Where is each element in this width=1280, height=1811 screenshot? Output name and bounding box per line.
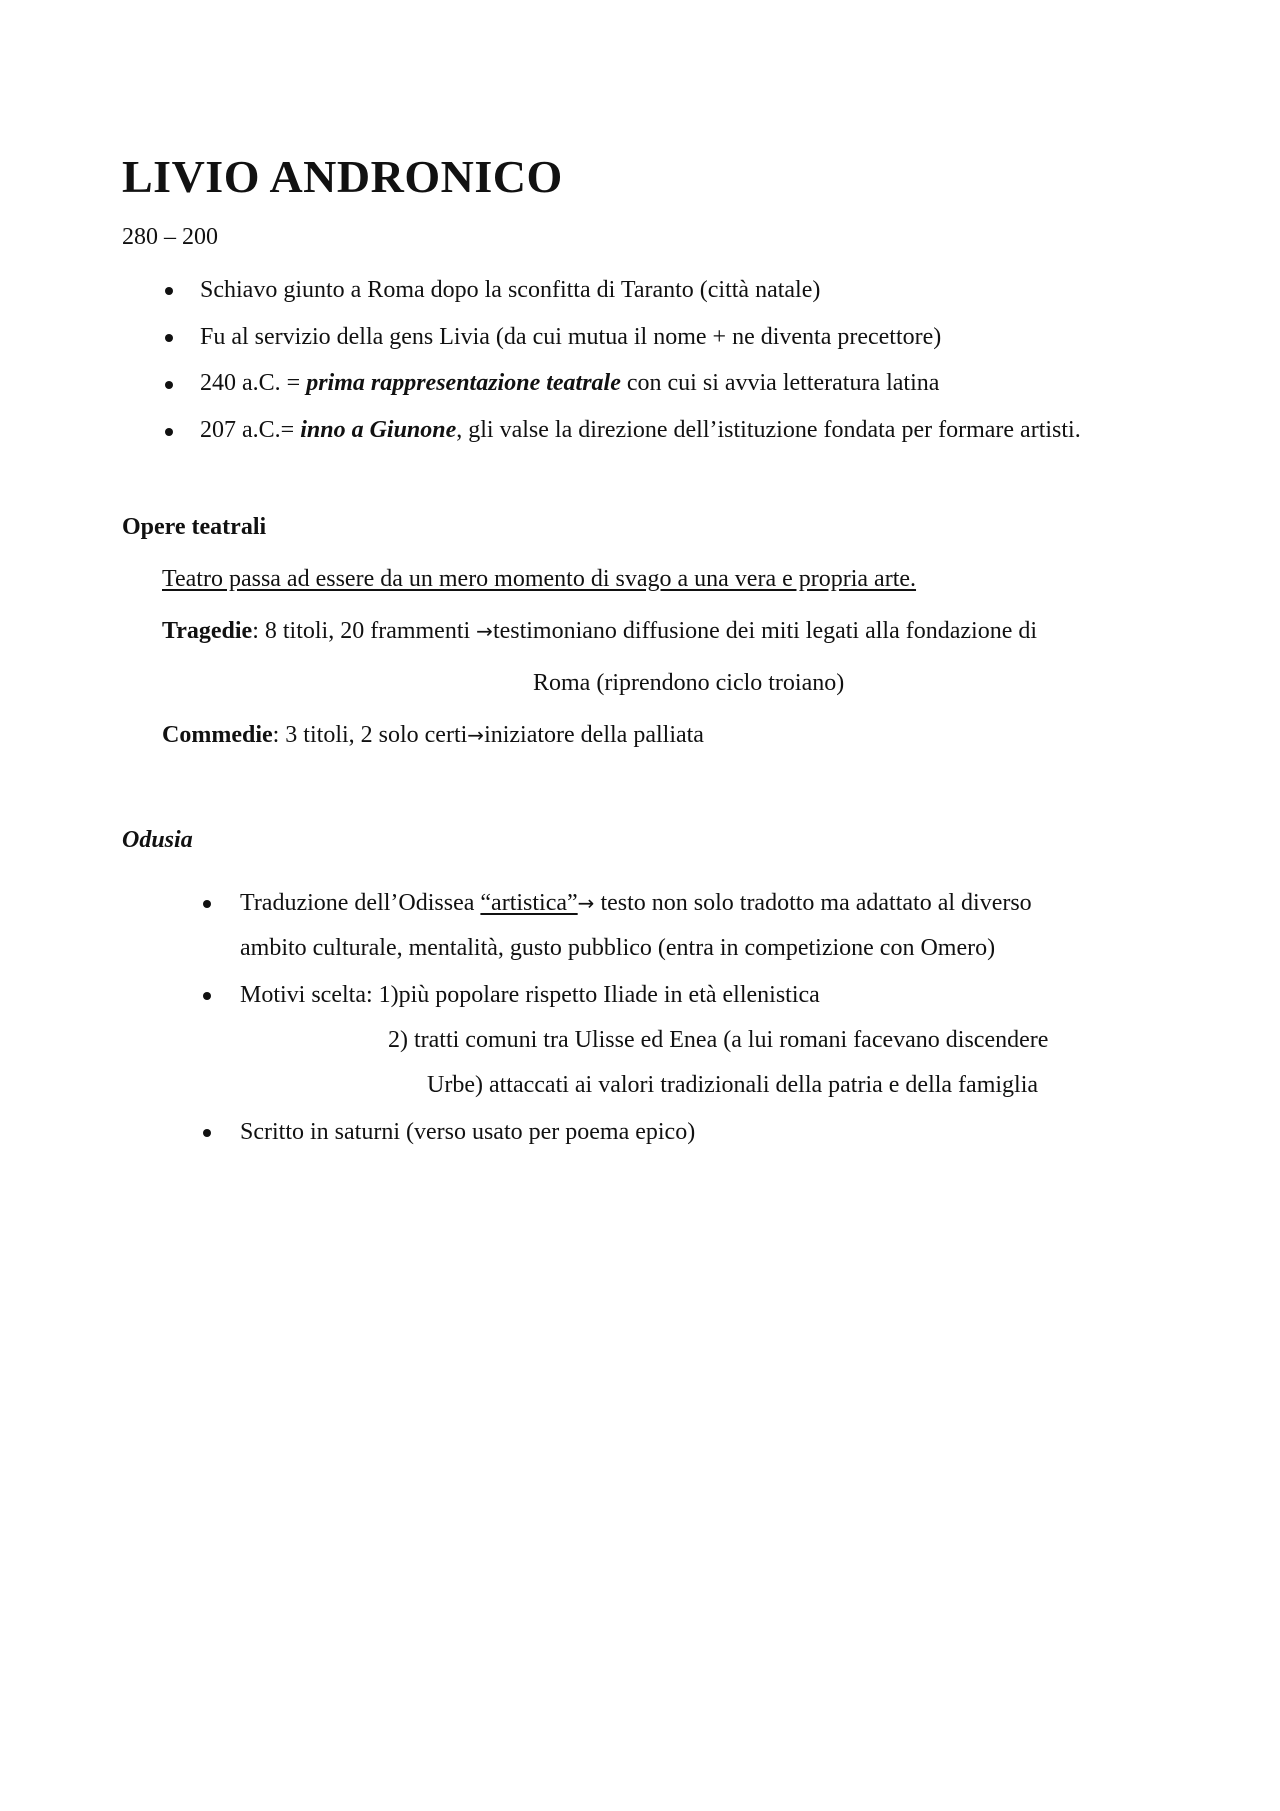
page-title: LIVIO ANDRONICO bbox=[122, 151, 563, 202]
commedie-label: Commedie bbox=[162, 722, 273, 748]
arrow-right-icon: → bbox=[577, 891, 595, 915]
tragedie-continuation: Roma (riprendono ciclo troiano) bbox=[533, 670, 845, 696]
bullet-icon bbox=[165, 287, 173, 295]
commedie-line bbox=[162, 720, 704, 750]
odusia-bullet-2-line-1: Motivi scelta: 1)più popolare rispetto Iliade in età ellenistica bbox=[240, 982, 820, 1008]
intro-bullet-4-suffix: , gli valse la direzione dell’istituzione fondata per formare artisti. bbox=[456, 417, 1081, 443]
tragedie-label: Tragedie bbox=[162, 618, 253, 644]
intro-bullet-3 bbox=[200, 368, 939, 398]
bullet-icon bbox=[165, 428, 173, 436]
odusia-bullet-1-underlined: “artistica” bbox=[480, 890, 578, 916]
section-heading-odusia: Odusia bbox=[122, 827, 193, 853]
bullet-icon bbox=[203, 992, 211, 1000]
intro-bullet-3-emphasis: prima rappresentazione teatrale bbox=[306, 370, 621, 396]
tragedie-text: : 8 titoli, 20 frammenti bbox=[252, 618, 477, 644]
odusia-bullet-2-line-2: 2) tratti comuni tra Ulisse ed Enea (a lui romani facevano discendere bbox=[388, 1027, 1049, 1053]
intro-bullet-4 bbox=[200, 415, 1081, 445]
tragedie-line bbox=[162, 616, 1037, 646]
intro-bullet-1: Schiavo giunto a Roma dopo la sconfitta di Taranto (città natale) bbox=[200, 277, 821, 303]
odusia-bullet-1-after-arrow: testo non solo tradotto ma adattato al diverso bbox=[594, 890, 1032, 916]
odusia-bullet-3: Scritto in saturni (verso usato per poema epico) bbox=[240, 1119, 696, 1145]
odusia-bullet-1-line-1 bbox=[240, 888, 1032, 918]
arrow-right-icon: → bbox=[476, 619, 493, 643]
theatre-underlined-line: Teatro passa ad essere da un mero momento di svago a una vera e propria arte. bbox=[162, 566, 917, 592]
bullet-icon bbox=[203, 900, 211, 908]
section-heading-theatre: Opere teatrali bbox=[122, 514, 267, 540]
odusia-bullet-1-pre: Traduzione dell’Odissea bbox=[240, 890, 481, 916]
intro-bullet-4-prefix: 207 a.C.= bbox=[200, 417, 301, 443]
odusia-bullet-1-line-2: ambito culturale, mentalità, gusto pubblico (entra in competizione con Omero) bbox=[240, 935, 996, 961]
intro-bullet-3-suffix: con cui si avvia letteratura latina bbox=[620, 370, 940, 396]
arrow-right-icon: → bbox=[467, 723, 485, 747]
life-dates: 280 – 200 bbox=[122, 224, 218, 250]
commedie-text: : 3 titoli, 2 solo certi bbox=[272, 722, 468, 748]
bullet-icon bbox=[165, 381, 173, 389]
commedie-after-arrow: iniziatore della palliata bbox=[484, 722, 704, 748]
bullet-icon bbox=[165, 334, 173, 342]
tragedie-after-arrow: testimoniano diffusione dei miti legati alla fondazione di bbox=[492, 618, 1038, 644]
intro-bullet-2: Fu al servizio della gens Livia (da cui mutua il nome + ne diventa precettore) bbox=[200, 324, 942, 350]
intro-bullet-3-prefix: 240 a.C. = bbox=[200, 370, 307, 396]
intro-bullet-4-emphasis: inno a Giunone bbox=[300, 417, 457, 443]
odusia-bullet-2-line-3: Urbe) attaccati ai valori tradizionali della patria e della famiglia bbox=[427, 1072, 1039, 1098]
bullet-icon bbox=[203, 1129, 211, 1137]
